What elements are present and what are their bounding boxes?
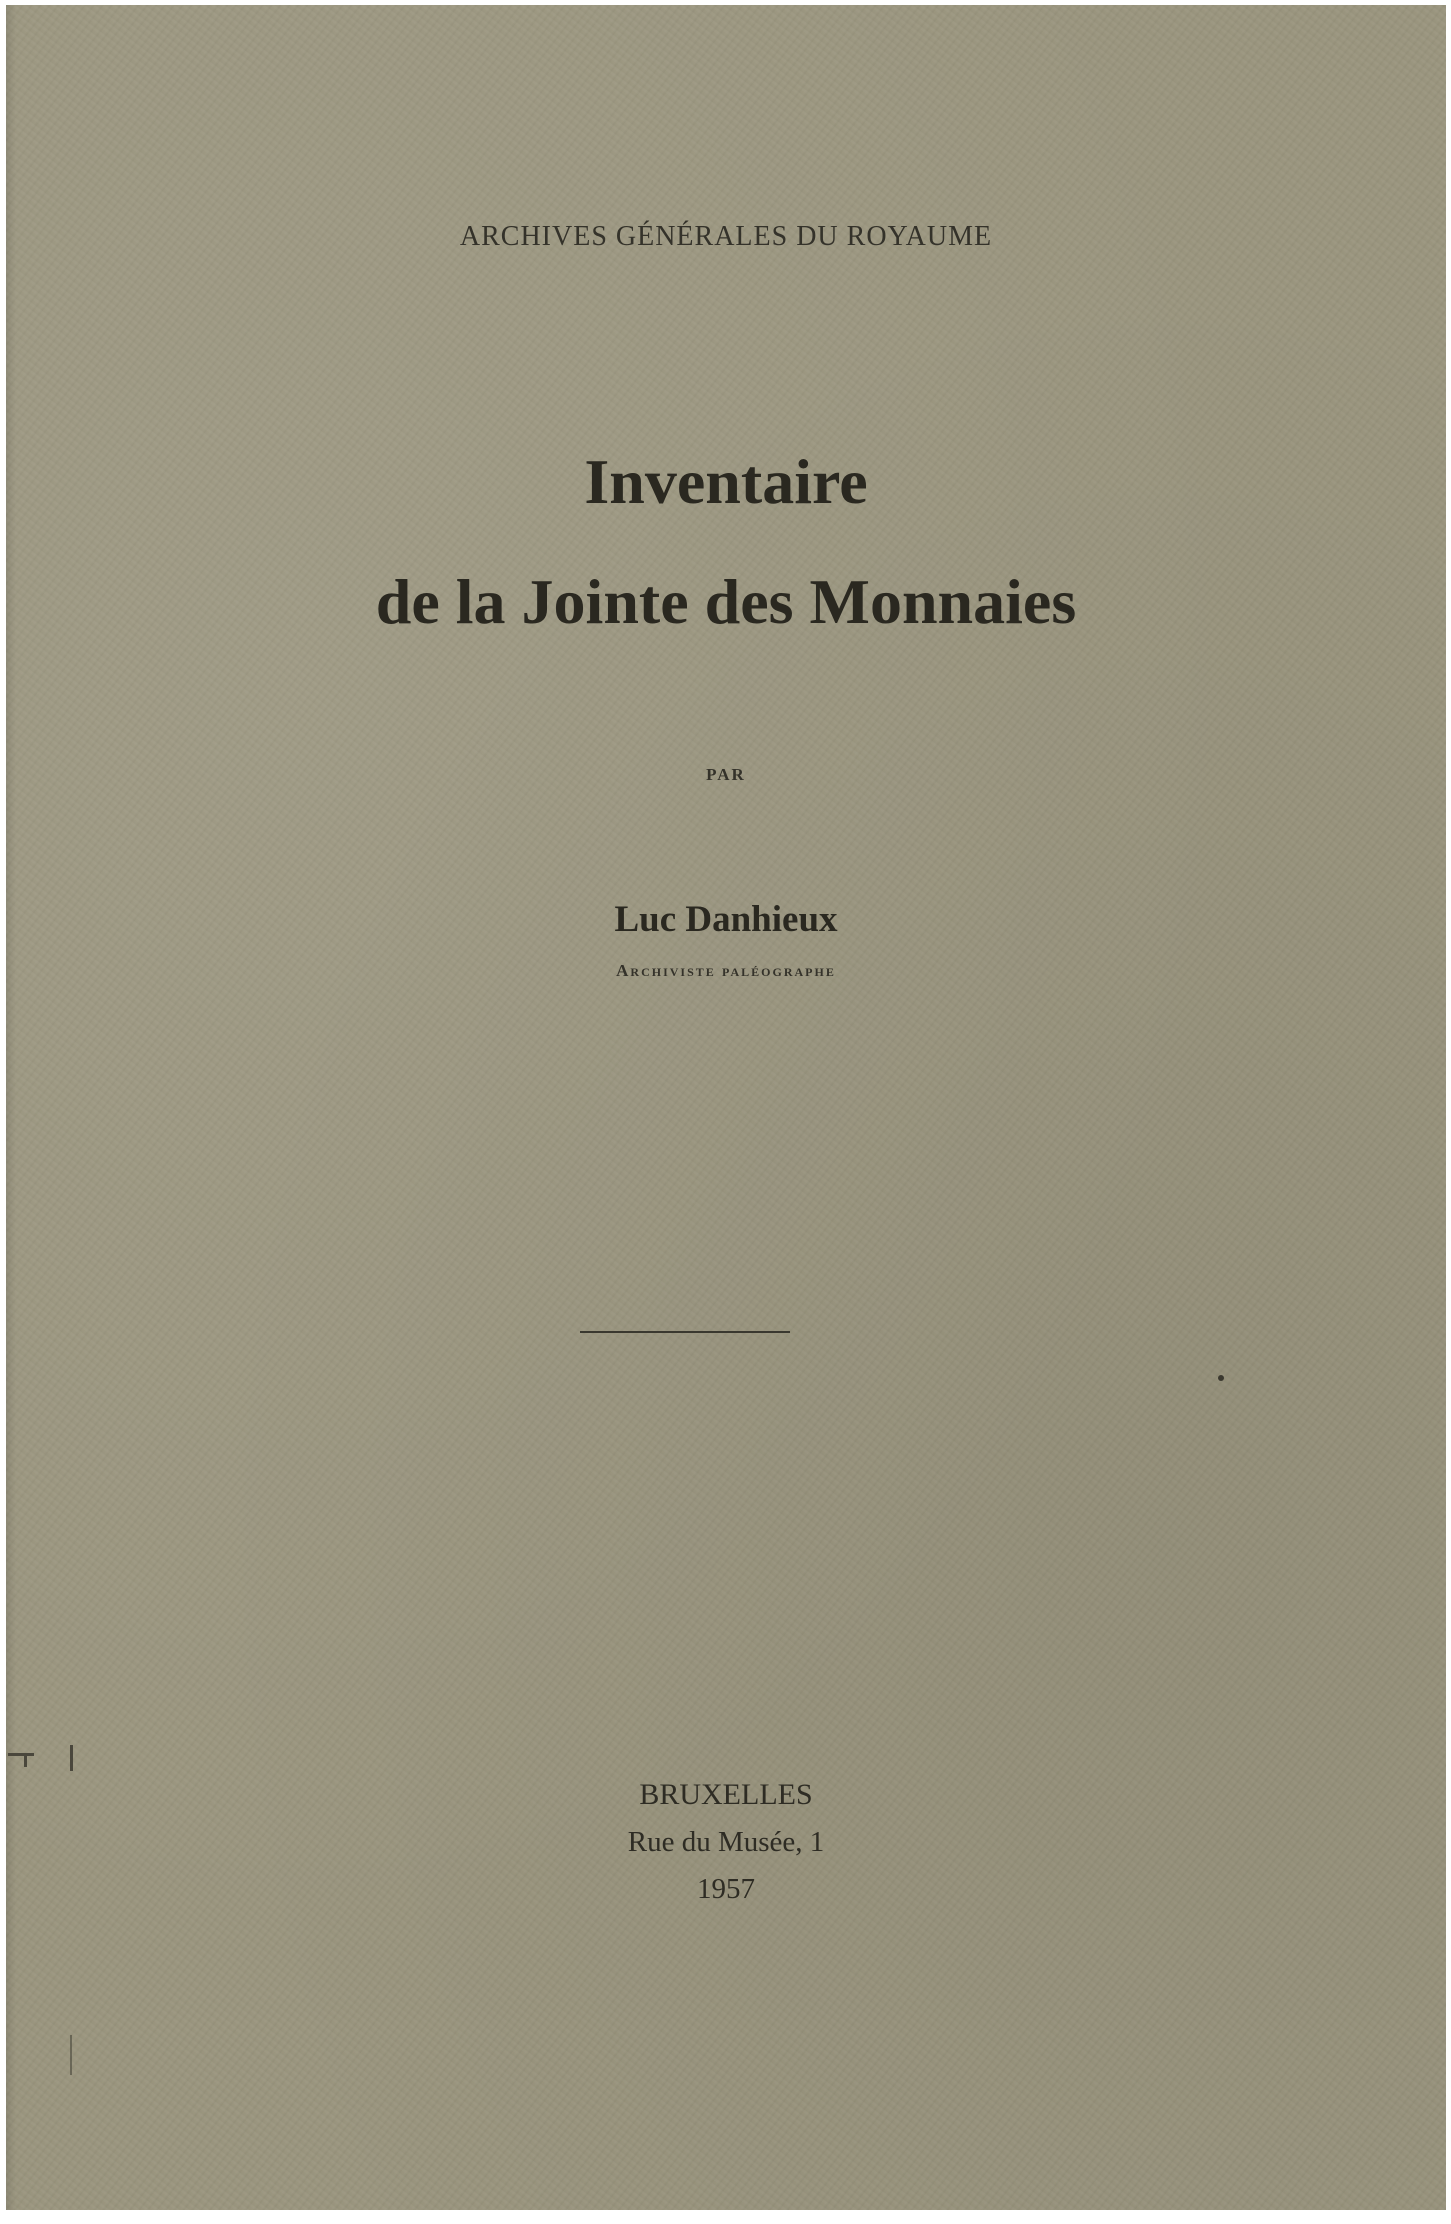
divider-rule [580,1331,790,1333]
author-role: Archiviste paléographe [616,961,836,980]
author-name: Luc Danhieux [614,899,838,940]
edge-mark [70,1745,73,1771]
edge-mark [70,2035,72,2075]
by-label: PAR [706,765,746,784]
publication-year: 1957 [697,1873,755,1905]
paper-speck [1218,1375,1224,1381]
scan-margin [6,2210,1446,2224]
publisher-city: BRUXELLES [639,1778,813,1811]
title-line-2: de la Jointe des Monnaies [375,566,1077,637]
edge-mark [8,1753,34,1756]
publisher-address: Rue du Musée, 1 [627,1826,825,1858]
edge-mark [24,1753,27,1767]
book-cover [6,5,1446,2210]
institution-name: ARCHIVES GÉNÉRALES DU ROYAUME [459,221,993,252]
title-line-1: Inventaire [584,446,868,517]
